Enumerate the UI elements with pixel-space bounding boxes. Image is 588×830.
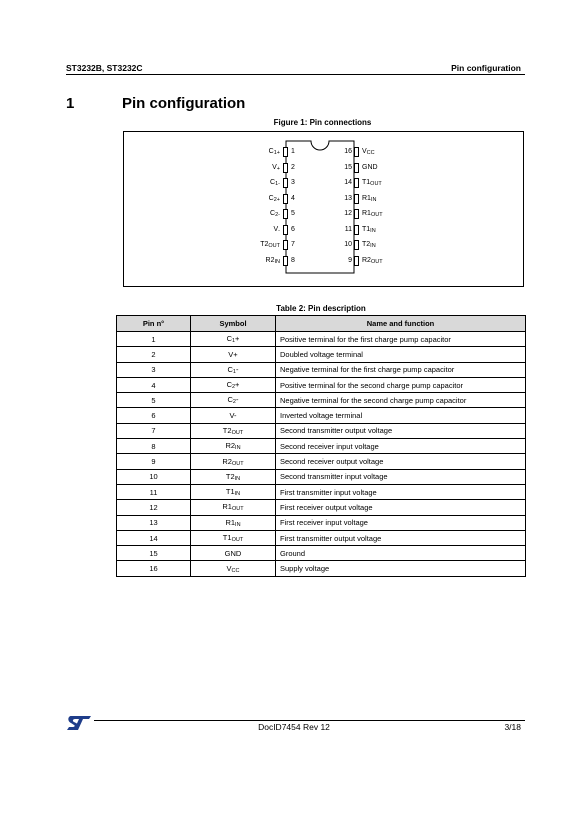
symbol-subscript: 1-	[275, 181, 280, 187]
pin-function-cell: Ground	[276, 546, 526, 561]
symbol-main: GND	[224, 548, 242, 558]
pin-symbol-cell	[191, 561, 276, 576]
symbol-main: T1	[222, 533, 232, 542]
pin-number: 13	[344, 194, 352, 202]
table-row	[117, 500, 526, 515]
symbol-subscript: 2	[231, 384, 236, 391]
symbol-suffix: +	[235, 380, 240, 390]
pin-label	[270, 178, 280, 189]
pin-symbol-cell	[191, 500, 276, 515]
table-row	[117, 561, 526, 576]
symbol-main: R1	[222, 502, 232, 512]
symbol-main: C	[268, 148, 274, 155]
symbol-main: T1	[362, 179, 371, 186]
pin-number: 6	[291, 225, 295, 233]
pin-lead	[283, 225, 288, 235]
symbol-suffix: +	[235, 334, 240, 344]
pin-number: 2	[291, 163, 295, 171]
pin-number-cell: 13	[117, 515, 191, 530]
pin-label	[362, 194, 376, 205]
table-row	[117, 484, 526, 499]
table-row	[117, 439, 526, 454]
pin-lead	[283, 209, 288, 219]
pin-number-cell: 9	[117, 454, 191, 469]
pin-lead	[354, 147, 359, 157]
symbol-subscript: 2	[232, 399, 236, 406]
pin-number: 16	[344, 148, 352, 155]
table-row	[117, 332, 526, 347]
symbol-subscript: IN	[235, 445, 241, 452]
symbol-subscript: CC	[231, 567, 240, 574]
pin-symbol-cell	[191, 332, 276, 347]
pin-symbol-cell	[191, 408, 276, 423]
pin-function-cell: First transmitter output voltage	[276, 530, 526, 545]
symbol-main: R2	[362, 256, 371, 264]
pin-symbol-cell	[191, 454, 276, 469]
pin-symbol-cell	[191, 515, 276, 530]
pin-label	[362, 147, 375, 158]
symbol-subscript: IN	[370, 196, 377, 203]
symbol-subscript: IN	[235, 521, 241, 528]
pin-lead	[283, 240, 288, 250]
symbol-subscript: OUT	[370, 212, 383, 218]
pin-number: 1	[291, 148, 295, 155]
symbol-suffix: -	[235, 395, 239, 405]
pin-function-cell: Second transmitter output voltage	[276, 423, 526, 438]
pin-number-cell: 11	[117, 484, 191, 499]
pin-label	[362, 163, 378, 172]
symbol-subscript: CC	[366, 150, 375, 156]
symbol-subscript: OUT	[231, 429, 244, 436]
pin-lead	[354, 225, 359, 235]
symbol-main: V	[273, 225, 279, 233]
symbol-subscript: OUT	[370, 258, 383, 265]
pin-lead	[354, 178, 359, 188]
figure-caption: Figure 1: Pin connections	[273, 118, 372, 127]
pin-number-cell: 6	[117, 408, 191, 423]
symbol-main: R2	[265, 256, 275, 264]
header-rule	[66, 74, 525, 75]
pin-lead	[283, 163, 288, 173]
symbol-main: C	[268, 194, 274, 202]
symbol-subscript: OUT	[231, 537, 244, 543]
header-section-title: Pin configuration	[451, 63, 521, 73]
symbol-main: T2	[225, 471, 235, 481]
pin-number-cell: 12	[117, 500, 191, 515]
col-pin-header: Pin n°	[117, 316, 191, 332]
pin-label	[362, 209, 383, 220]
table-row	[117, 546, 526, 561]
pin-label	[270, 209, 280, 220]
symbol-main: T2	[362, 241, 371, 248]
section-number: 1	[66, 95, 75, 112]
symbol-subscript: 1+	[273, 150, 280, 156]
pin-label	[362, 225, 376, 236]
col-function-header: Name and function	[276, 316, 526, 332]
footer-doc-id: DocID7454 Rev 12	[258, 722, 330, 732]
symbol-main: V+	[228, 349, 238, 359]
pin-function-cell: Inverted voltage terminal	[276, 408, 526, 423]
table-row	[117, 454, 526, 469]
pin-symbol-cell	[191, 484, 276, 499]
pin-number-cell: 1	[117, 332, 191, 347]
pin-symbol-cell	[191, 393, 276, 408]
symbol-main: R2	[225, 441, 236, 451]
symbol-subscript: IN	[370, 243, 376, 249]
table-row	[117, 469, 526, 484]
pin-function-cell: Second receiver output voltage	[276, 454, 526, 469]
symbol-main: C	[270, 210, 276, 217]
symbol-main: V	[272, 163, 277, 171]
pin-lead	[283, 178, 288, 188]
pin-function-cell: Supply voltage	[276, 561, 526, 576]
pin-symbol-cell	[191, 347, 276, 362]
pin-number-cell: 8	[117, 439, 191, 454]
table-caption: Table 2: Pin description	[276, 304, 366, 313]
table-row	[117, 362, 526, 377]
symbol-subscript: IN	[274, 258, 280, 265]
col-symbol-header: Symbol	[191, 316, 276, 332]
symbol-main: V	[226, 563, 232, 573]
pin-label	[260, 240, 280, 251]
symbol-main: R1	[362, 210, 371, 217]
pin-label	[273, 225, 280, 236]
table-header-row	[117, 316, 526, 332]
pin-function-cell: Second receiver input voltage	[276, 439, 526, 454]
symbol-main: V-	[229, 411, 237, 421]
symbol-subscript: OUT	[231, 506, 244, 513]
pin-label	[362, 178, 382, 189]
pin-number: 11	[344, 225, 352, 233]
symbol-subscript: 1	[231, 338, 236, 345]
pin-lead	[354, 163, 359, 173]
pin-number-cell: 3	[117, 362, 191, 377]
pin-function-cell: Positive terminal for the first charge pump capacitor	[276, 332, 526, 347]
table-row	[117, 423, 526, 438]
pin-function-cell: Negative terminal for the second charge pump capacitor	[276, 393, 526, 408]
pin-number: 7	[291, 241, 295, 248]
pin-symbol-cell	[191, 423, 276, 438]
symbol-main: C	[226, 334, 232, 344]
symbol-suffix: -	[235, 364, 239, 374]
symbol-main: R2	[222, 456, 232, 466]
pin-number: 9	[348, 256, 352, 264]
pin-symbol-cell	[191, 362, 276, 377]
pin-lead	[354, 194, 359, 204]
symbol-subscript: IN	[234, 475, 241, 482]
symbol-main: C	[227, 364, 233, 374]
symbol-main: R1	[225, 517, 236, 527]
symbol-main: T1	[225, 487, 235, 497]
pin-number: 14	[344, 179, 352, 186]
pin-number: 12	[344, 210, 352, 217]
pin-number-cell: 10	[117, 469, 191, 484]
symbol-main: R1	[362, 194, 371, 202]
section-title: Pin configuration	[122, 95, 246, 112]
pin-label	[362, 240, 376, 251]
pin-number-cell: 16	[117, 561, 191, 576]
pin-function-cell: Second transmitter input voltage	[276, 469, 526, 484]
pin-lead	[354, 209, 359, 219]
symbol-subscript: -	[278, 227, 280, 234]
pin-number: 5	[291, 210, 295, 217]
pin-label	[362, 256, 383, 267]
table-row	[117, 408, 526, 423]
pin-function-cell: First transmitter input voltage	[276, 484, 526, 499]
pin-number-cell: 7	[117, 423, 191, 438]
pin-number-cell: 5	[117, 393, 191, 408]
symbol-subscript: OUT	[268, 243, 280, 249]
symbol-main: C	[227, 395, 233, 405]
pin-lead	[283, 256, 288, 266]
symbol-subscript: 2-	[275, 212, 280, 218]
symbol-subscript: 1	[232, 368, 236, 375]
symbol-subscript: OUT	[370, 181, 382, 187]
header-doc-title: ST3232B, ST3232C	[66, 63, 143, 73]
symbol-main: T2	[222, 425, 232, 435]
table-row	[117, 347, 526, 362]
symbol-main: GND	[362, 163, 378, 171]
table-row	[117, 377, 526, 392]
symbol-main: V	[362, 148, 367, 155]
symbol-subscript: OUT	[231, 460, 244, 467]
symbol-main: T1	[362, 225, 371, 233]
pin-symbol-cell	[191, 377, 276, 392]
pin-label	[272, 163, 280, 174]
pin-number-cell: 15	[117, 546, 191, 561]
pin-function-cell: First receiver input voltage	[276, 515, 526, 530]
table-row	[117, 530, 526, 545]
symbol-main: T2	[260, 241, 269, 248]
pin-function-cell: Doubled voltage terminal	[276, 347, 526, 362]
table-row	[117, 515, 526, 530]
symbol-subscript: +	[276, 165, 280, 172]
table-row	[117, 393, 526, 408]
pin-symbol-cell	[191, 530, 276, 545]
pin-label	[269, 194, 280, 205]
pin-number: 3	[291, 179, 295, 186]
pin-symbol-cell	[191, 469, 276, 484]
pin-symbol-cell	[191, 546, 276, 561]
pin-number-cell: 2	[117, 347, 191, 362]
pin-label	[269, 147, 280, 158]
pin-number: 15	[344, 163, 352, 171]
pin-lead	[354, 240, 359, 250]
footer-page-number: 3/18	[504, 722, 521, 732]
pin-lead	[283, 194, 288, 204]
pin-number: 10	[344, 241, 352, 248]
pin-lead	[354, 256, 359, 266]
symbol-main: C	[226, 380, 232, 390]
symbol-subscript: IN	[370, 227, 376, 234]
symbol-subscript: 2+	[273, 196, 280, 203]
symbol-main: C	[270, 179, 276, 186]
symbol-subscript: IN	[234, 491, 241, 498]
pin-label	[266, 256, 280, 267]
pin-symbol-cell	[191, 439, 276, 454]
pin-function-cell: First receiver output voltage	[276, 500, 526, 515]
pin-description-table	[116, 315, 526, 577]
pin-number: 8	[291, 256, 295, 264]
pin-lead	[283, 147, 288, 157]
pin-function-cell: Negative terminal for the first charge pump capacitor	[276, 362, 526, 377]
pin-number-cell: 14	[117, 530, 191, 545]
footer-rule	[94, 720, 525, 721]
pin-number: 4	[291, 194, 295, 202]
pin-number-cell: 4	[117, 377, 191, 392]
pin-function-cell: Positive terminal for the second charge pump capacitor	[276, 377, 526, 392]
